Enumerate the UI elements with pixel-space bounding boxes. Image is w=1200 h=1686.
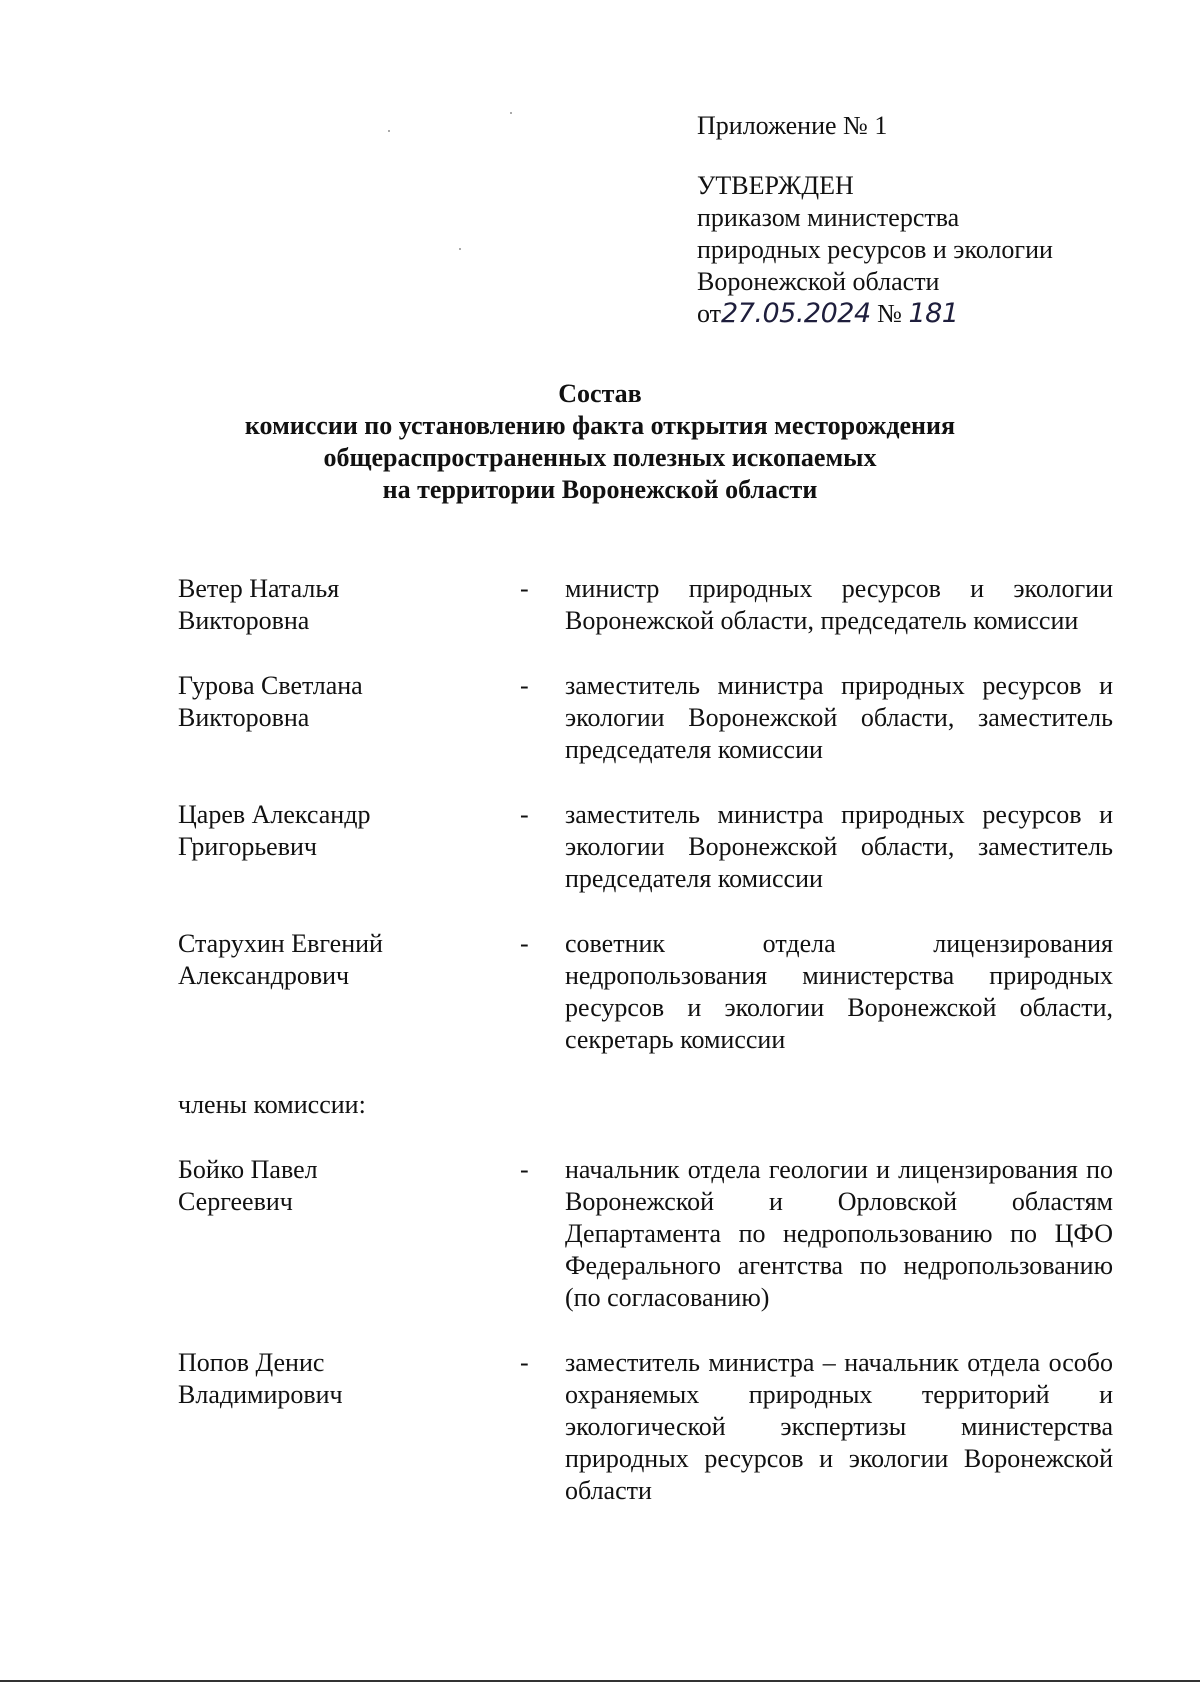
member-patronymic: Владимирович [178, 1380, 343, 1409]
member-surname-firstname: Гурова Светлана [178, 671, 363, 700]
member-dash: - [520, 574, 529, 603]
member-surname-firstname: Попов Денис [178, 1348, 325, 1377]
member-role: заместитель министра – начальник отдела особо охраняемых природных территорий и экологической экспертизы министерства природных ресурсов и экологии Воронежской области [565, 1348, 1113, 1505]
member-entry [178, 799, 1113, 895]
member-role: министр природных ресурсов и экологии Воронежской области, председатель комиссии [565, 574, 1113, 635]
member-name [178, 670, 508, 734]
member-surname-firstname: Старухин Евгений [178, 929, 383, 958]
member-dash: - [520, 1155, 529, 1184]
page-bottom-rule [0, 1680, 1200, 1682]
approval-line-2: природных ресурсов и экологии [697, 235, 1053, 264]
member-role: заместитель министра природных ресурсов и экологии Воронежской области, заместитель председателя комиссии [565, 800, 1113, 893]
member-name [178, 573, 508, 637]
member-entry [178, 670, 1113, 766]
scan-speck [510, 112, 512, 114]
member-role: заместитель министра природных ресурсов и экологии Воронежской области, заместитель председателя комиссии [565, 671, 1113, 764]
approval-line-1: приказом министерства [697, 203, 960, 232]
member-surname-firstname: Ветер Наталья [178, 574, 340, 603]
member-name [178, 928, 508, 992]
member-surname-firstname: Царев Александр [178, 800, 371, 829]
members-list [178, 573, 1113, 1507]
commission-member-entry [178, 1347, 1113, 1507]
approved-label: УТВЕРЖДЕН [697, 171, 854, 200]
number-label: № [877, 299, 902, 328]
title-line-3: на территории Воронежской области [382, 475, 818, 504]
appendix-label: Приложение № 1 [697, 111, 888, 140]
date-prefix: от [697, 299, 722, 328]
member-dash: - [520, 929, 529, 958]
member-name [178, 1154, 508, 1218]
order-date-number [697, 298, 1127, 330]
members-label: члены комиссии: [178, 1090, 366, 1119]
member-entry [178, 573, 1113, 637]
scan-speck [459, 248, 461, 250]
member-patronymic: Сергеевич [178, 1187, 293, 1216]
title-line-2: общераспространенных полезных ископаемых [323, 443, 877, 472]
title-line-1: комиссии по установлению факта открытия месторождения [244, 411, 956, 440]
member-role: советник отдела лицензирования недропользования министерства природных ресурсов и экологии Воронежской области, секретарь комиссии [565, 929, 1113, 1054]
document-title [0, 378, 1200, 506]
member-patronymic: Григорьевич [178, 832, 317, 861]
member-name [178, 799, 508, 863]
scan-speck [388, 130, 390, 132]
member-dash: - [520, 671, 529, 700]
approval-line-3: Воронежской области [697, 267, 940, 296]
member-surname-firstname: Бойко Павел [178, 1155, 318, 1184]
member-name [178, 1347, 508, 1411]
handwritten-date: 27.05.2024 [721, 298, 871, 329]
title-heading: Состав [558, 379, 642, 408]
member-dash: - [520, 1348, 529, 1377]
handwritten-number: 181 [908, 298, 959, 329]
commission-member-entry [178, 1154, 1113, 1314]
approval-block [697, 110, 1127, 330]
member-entry [178, 928, 1113, 1056]
member-patronymic: Викторовна [178, 703, 310, 732]
member-patronymic: Александрович [178, 961, 350, 990]
member-role: начальник отдела геологии и лицензирования по Воронежской и Орловской областям Департамента по недропользованию по ЦФО Федерального агентства по недропользованию (по согласованию) [565, 1155, 1113, 1312]
member-patronymic: Викторовна [178, 606, 310, 635]
member-dash: - [520, 800, 529, 829]
